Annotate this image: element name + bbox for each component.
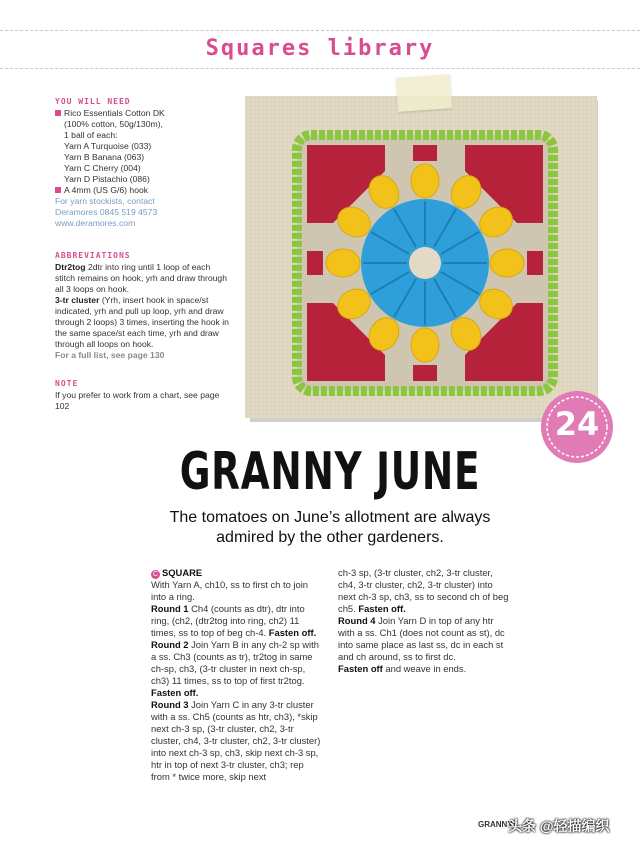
full-list-ref: For a full list, see page 130 (55, 350, 165, 360)
abbr-dtr2tog: Dtr2tog 2dtr into ring until 1 loop of each stitch remains on hook, yrh and draw through all 3 loops on hook. (55, 262, 227, 294)
instructions-column-1 (151, 567, 323, 783)
yarn-c: Yarn C Cherry (004) (64, 163, 141, 173)
website-link[interactable]: www.deramores.com (55, 218, 136, 228)
round-1: Round 1 Ch4 (counts as dtr), dtr into ring, (ch2, (dtr2tog into ring, ch2) 11 times, ss to top of beg ch-4. Fasten off. (151, 603, 317, 638)
header-rule-top (0, 30, 640, 31)
granny-square-photo (245, 96, 597, 418)
square-heading: C SQUARE (152, 567, 203, 578)
round-3: Round 3 Join Yarn C in any 3-tr cluster with a ss. Ch5 (counts as htr, ch3), *skip next ch-3 sp, (3-tr cluster, ch2, 3-tr cluster, ch4, 3-tr cluster, ch2, 3-tr cluster) into next ch-3 sp, ch3, skip next ch-3 sp, htr in top of next 3-tr cluster, ch3; rep from * twice more, skip next (151, 699, 321, 782)
pattern-number: 24 (554, 405, 600, 443)
square-text: With Yarn A, ch10, ss to first ch to join into a ring. (151, 579, 309, 602)
pattern-title: GRANNY JUNE (179, 442, 481, 502)
note-text: If you prefer to work from a chart, see page 102 (55, 390, 220, 411)
yarn-d: Yarn D Pistachio (086) (64, 174, 150, 184)
stockists-line1: For yarn stockists, contact (55, 196, 155, 206)
granny-square-illustration (245, 96, 597, 418)
pattern-subtitle: The tomatoes on June’s allotment are always admired by the other gardeners. (169, 509, 491, 546)
hook-item: A 4mm (US G/6) hook (55, 185, 230, 196)
tape-strip (396, 74, 452, 112)
watermark: 头条 @轻描编织 (508, 818, 610, 834)
bullet-icon (55, 187, 61, 193)
ball-each: 1 ball of each: (64, 130, 118, 140)
finish-line: Fasten off and weave in ends. (338, 663, 467, 674)
round-2: Round 2 Join Yarn B in any ch-2 sp with a ss. Ch3 (counts as tr), tr2tog in same ch-sp, ch3, (3-tr cluster in next ch-sp, ch3) 11 times, ss to top of first tr2tog. Fasten off. (151, 639, 319, 698)
note-panel (55, 378, 230, 412)
abbr-3tr-cluster: 3-tr cluster (Yrh, insert hook in space/st indicated, yrh and pull up loop, yrh and draw through 2 loops) 3 times, inserting the hook in the same space/st each time, yrh and draw through all loops on hook. (55, 295, 229, 349)
footer-label: GRANNY (478, 820, 513, 829)
section-title: Squares library (205, 36, 435, 61)
yarn-a: Yarn A Turquoise (033) (64, 141, 152, 151)
yarn-b: Yarn B Banana (063) (64, 152, 145, 162)
round-3-continued: ch-3 sp, (3-tr cluster, ch2, 3-tr cluster, ch4, 3-tr cluster, ch2, 3-tr cluster) into next ch-3 sp, ch3, ss to second ch of beg ch5. Fasten off. (338, 567, 509, 614)
stockists-line2: Deramores 0845 519 4573 (55, 207, 158, 217)
you-will-need-heading: YOU WILL NEED (55, 97, 131, 106)
header-rule-bottom (0, 68, 640, 69)
note-heading: NOTE (55, 379, 79, 388)
bullet-icon (55, 110, 61, 116)
instructions-column-2 (338, 567, 510, 675)
c-icon: C (152, 571, 159, 578)
abbreviations-heading: ABBREVIATIONS (55, 251, 131, 260)
you-will-need-panel (55, 96, 230, 229)
round-4: Round 4 Join Yarn D in top of any htr with a ss. Ch1 (does not count as st), dc into same place as last ss, dc in each st and ch around, ss to first dc. (338, 615, 505, 662)
yarn-item: Rico Essentials Cotton DK (55, 108, 230, 119)
abbreviations-panel (55, 250, 230, 361)
yarn-detail: (100% cotton, 50g/130m), (64, 119, 163, 129)
